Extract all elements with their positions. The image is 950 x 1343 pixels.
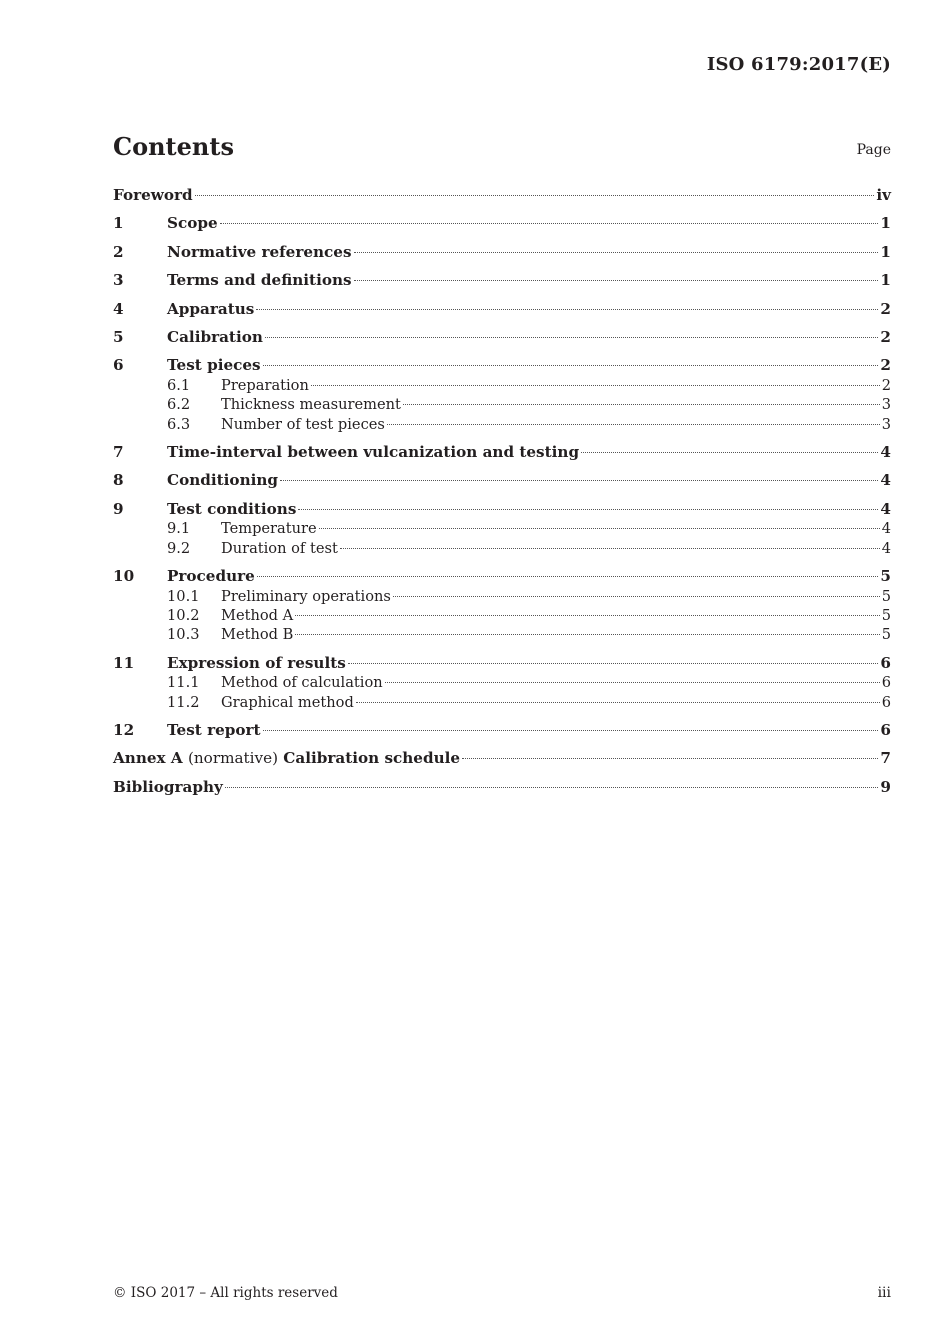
- dot-leader: [387, 424, 880, 425]
- toc-entry-page: 5: [881, 587, 891, 605]
- toc-entry-expression-of-results[interactable]: [113, 654, 891, 673]
- toc-subentry-number-of-test-pieces[interactable]: [113, 415, 891, 434]
- document-id: ISO 6179:2017(E): [706, 54, 891, 75]
- dot-leader: [263, 730, 879, 731]
- toc-subentry-temperature[interactable]: [113, 519, 891, 538]
- toc-entry-title: Foreword: [113, 186, 193, 204]
- toc-entry-number: 10: [113, 567, 135, 586]
- toc-entry-page: 2: [880, 356, 891, 375]
- dot-leader: [225, 787, 879, 788]
- dot-leader: [393, 596, 880, 597]
- toc-entry-title: Test report: [167, 720, 261, 739]
- toc-entry-number: 6: [113, 356, 124, 375]
- toc-entry-title: Number of test pieces: [221, 415, 385, 433]
- toc-entry-title: Scope: [167, 214, 218, 233]
- toc-entry-bibliography[interactable]: [113, 778, 891, 797]
- toc-entry-page: 4: [881, 539, 891, 557]
- toc-entry-normative-references[interactable]: [113, 243, 891, 262]
- toc-entry-page: 4: [880, 471, 891, 490]
- page-number: iii: [877, 1285, 891, 1301]
- toc-entry-page: 5: [881, 626, 891, 644]
- toc-entry-title: Duration of test: [221, 539, 338, 557]
- toc-subentry-preliminary-operations[interactable]: [113, 587, 891, 606]
- toc-entry-number: 7: [113, 443, 124, 462]
- toc-entry-page: 4: [880, 499, 891, 518]
- toc-subentry-duration-of-test[interactable]: [113, 539, 891, 558]
- dot-leader: [354, 280, 879, 281]
- dot-leader: [256, 309, 878, 310]
- table-of-contents: [113, 186, 891, 797]
- toc-entry-title: Time-interval between vulcanization and testing: [167, 443, 580, 462]
- toc-entry-page: 5: [881, 606, 891, 624]
- toc-entry-annex-a[interactable]: [113, 749, 891, 768]
- toc-entry-time-interval[interactable]: [113, 443, 891, 462]
- dot-leader: [311, 385, 880, 386]
- toc-entry-page: 6: [881, 693, 891, 711]
- toc-entry-title: Graphical method: [221, 693, 354, 711]
- toc-entry-page: iv: [876, 186, 891, 204]
- toc-entry-title: Calibration: [167, 328, 263, 347]
- annex-status: (normative): [187, 749, 278, 768]
- toc-entry-test-conditions[interactable]: [113, 500, 891, 519]
- toc-entry-number: 6.3: [167, 415, 191, 433]
- toc-entry-page: 6: [881, 674, 891, 692]
- toc-entry-number: 9: [113, 499, 124, 518]
- dot-leader: [403, 404, 880, 405]
- dot-leader: [257, 576, 879, 577]
- dot-leader: [298, 509, 878, 510]
- toc-entry-number: 10.1: [167, 587, 200, 605]
- toc-entry-title: [113, 749, 460, 768]
- toc-entry-title: Test conditions: [167, 499, 297, 518]
- toc-entry-number: 2: [113, 242, 124, 261]
- toc-entry-title: Method A: [221, 606, 294, 624]
- toc-entry-procedure[interactable]: [113, 567, 891, 586]
- dot-leader: [220, 223, 879, 224]
- dot-leader: [340, 548, 880, 549]
- page-column-label: Page: [856, 142, 891, 158]
- page-title: Contents: [113, 132, 234, 161]
- toc-entry-title: Test pieces: [167, 356, 261, 375]
- toc-entry-conditioning[interactable]: [113, 471, 891, 490]
- toc-entry-page: 5: [880, 567, 891, 586]
- toc-entry-page: 2: [881, 376, 891, 394]
- toc-subentry-preparation[interactable]: [113, 376, 891, 395]
- toc-entry-number: 11.1: [167, 674, 200, 692]
- dot-leader: [354, 252, 879, 253]
- dot-leader: [295, 615, 880, 616]
- toc-entry-title: Thickness measurement: [221, 396, 401, 414]
- dot-leader: [581, 452, 878, 453]
- toc-entry-page: 6: [880, 653, 891, 672]
- toc-entry-page: 6: [880, 720, 891, 739]
- toc-entry-page: 1: [880, 214, 891, 233]
- toc-entry-number: 12: [113, 720, 135, 739]
- toc-subentry-method-b[interactable]: [113, 625, 891, 644]
- dot-leader: [319, 528, 880, 529]
- dot-leader: [280, 480, 878, 481]
- dot-leader: [348, 663, 879, 664]
- copyright-notice: © ISO 2017 – All rights reserved: [113, 1285, 338, 1301]
- dot-leader: [263, 365, 879, 366]
- toc-entry-title: Bibliography: [113, 777, 223, 796]
- toc-entry-title: Conditioning: [167, 471, 279, 490]
- toc-entry-title: Temperature: [221, 520, 317, 538]
- toc-entry-terms-and-definitions[interactable]: [113, 271, 891, 290]
- toc-entry-page: 3: [881, 396, 891, 414]
- dot-leader: [462, 758, 878, 759]
- toc-entry-number: 11: [113, 653, 135, 672]
- toc-entry-calibration[interactable]: [113, 328, 891, 347]
- toc-entry-number: 3: [113, 271, 124, 290]
- toc-entry-page: 4: [880, 443, 891, 462]
- toc-entry-number: 9.1: [167, 520, 191, 538]
- toc-entry-number: 8: [113, 471, 124, 490]
- toc-entry-scope[interactable]: [113, 214, 891, 233]
- toc-entry-title: Expression of results: [167, 653, 346, 672]
- toc-subentry-method-of-calculation[interactable]: [113, 673, 891, 692]
- toc-entry-title: Preparation: [221, 376, 309, 394]
- toc-entry-title: Normative references: [167, 242, 352, 261]
- toc-entry-page: 1: [880, 242, 891, 261]
- toc-subentry-thickness-measurement[interactable]: [113, 395, 891, 414]
- toc-subentry-graphical-method[interactable]: [113, 693, 891, 712]
- toc-entry-page: 9: [880, 777, 891, 796]
- toc-entry-number: 10.3: [167, 626, 200, 644]
- toc-entry-test-pieces[interactable]: [113, 356, 891, 375]
- toc-entry-title: Terms and definitions: [167, 271, 352, 290]
- dot-leader: [295, 634, 879, 635]
- toc-entry-number: 4: [113, 299, 124, 318]
- toc-subentry-method-a[interactable]: [113, 606, 891, 625]
- dot-leader: [356, 702, 880, 703]
- annex-title: Calibration schedule: [283, 749, 461, 768]
- toc-entry-title: Method B: [221, 626, 294, 644]
- toc-entry-number: 9.2: [167, 539, 191, 557]
- dot-leader: [265, 337, 879, 338]
- toc-entry-page: 1: [880, 271, 891, 290]
- toc-entry-foreword[interactable]: [113, 186, 891, 205]
- toc-entry-number: 6.1: [167, 376, 191, 394]
- toc-entry-title: Procedure: [167, 567, 255, 586]
- toc-entry-apparatus[interactable]: [113, 300, 891, 319]
- toc-entry-title: Method of calculation: [221, 674, 383, 692]
- toc-entry-number: 11.2: [167, 693, 200, 711]
- toc-entry-test-report[interactable]: [113, 721, 891, 740]
- toc-entry-page: 3: [881, 415, 891, 433]
- dot-leader: [195, 195, 875, 196]
- toc-entry-number: 1: [113, 214, 124, 233]
- dot-leader: [385, 682, 880, 683]
- toc-entry-page: 4: [881, 520, 891, 538]
- toc-entry-page: 7: [880, 749, 891, 768]
- toc-entry-title: Preliminary operations: [221, 587, 391, 605]
- toc-entry-page: 2: [880, 328, 891, 347]
- toc-entry-number: 5: [113, 328, 124, 347]
- annex-label: Annex A: [113, 749, 183, 768]
- toc-entry-number: 6.2: [167, 396, 191, 414]
- toc-entry-number: 10.2: [167, 606, 200, 624]
- toc-entry-page: 2: [880, 299, 891, 318]
- toc-entry-title: Apparatus: [167, 299, 255, 318]
